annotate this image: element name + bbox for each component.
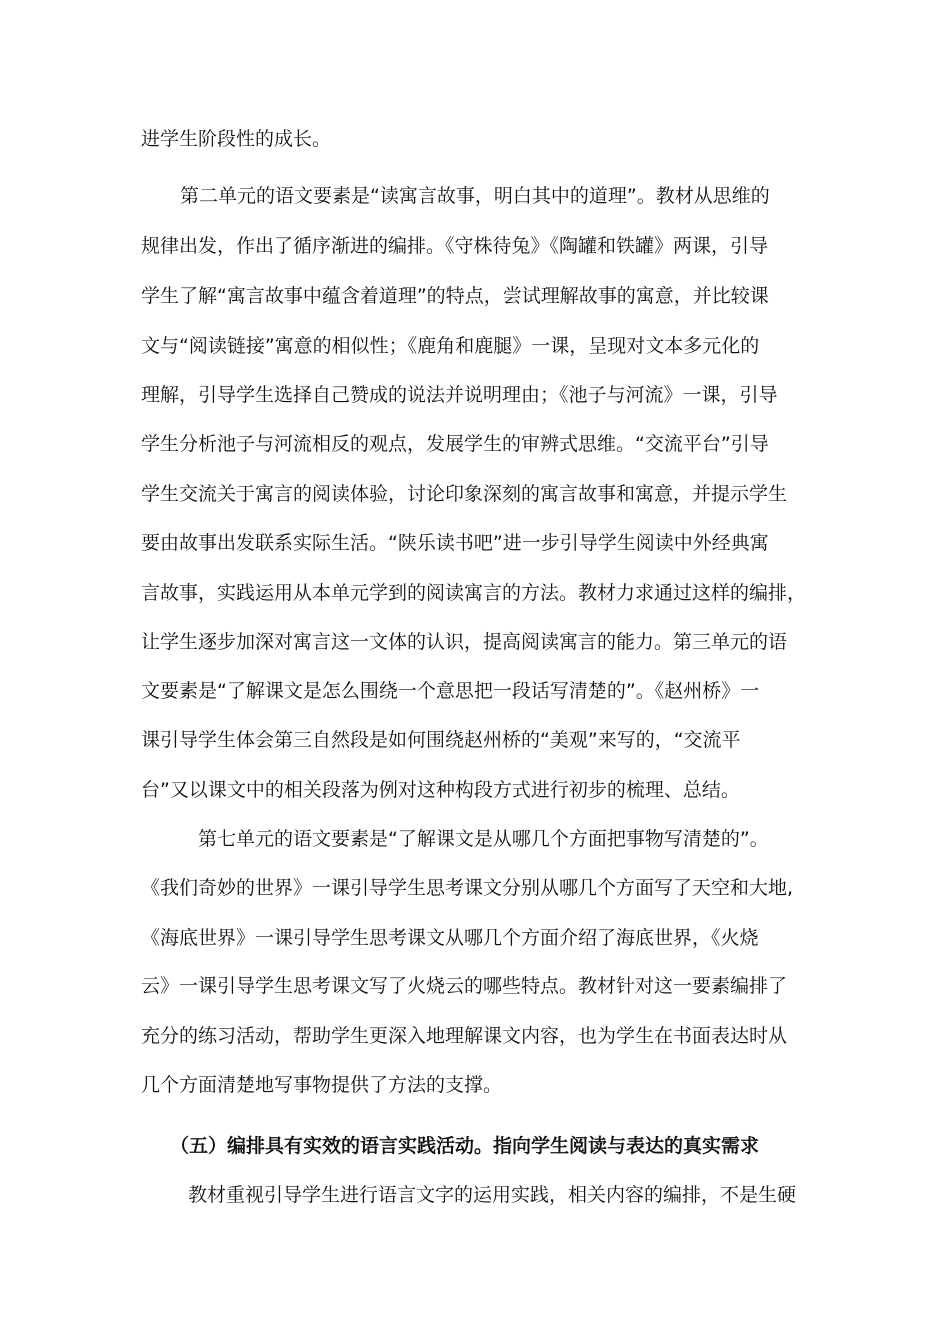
section-heading: （五）编排具有实效的语言实践活动。指向学生阅读与表达的真实需求 bbox=[170, 1135, 760, 1157]
text-line: 进学生阶段性的成长。 bbox=[141, 128, 332, 150]
text-line: 教材重视引导学生进行语言文字的运用实践，相关内容的编排，不是生硬 bbox=[188, 1184, 797, 1206]
text-line: 充分的练习活动，帮助学生更深入地理解课文内容，也为学生在书面表达时从 bbox=[141, 1025, 788, 1047]
text-line: 台”又以课文中的相关段落为例对这种构段方式进行初步的梳理、总结。 bbox=[141, 779, 740, 801]
text-line: 第二单元的语文要素是“读寓言故事，明白其中的道理”。教材从思维的 bbox=[180, 185, 770, 207]
text-line: 第七单元的语文要素是“了解课文是从哪几个方面把事物写清楚的”。 bbox=[198, 828, 769, 850]
text-line: 文与“阅读链接”寓意的相似性；《鹿角和鹿腿》一课，呈现对文本多元化的 bbox=[141, 335, 760, 357]
text-line: 几个方面清楚地写事物提供了方法的支撑。 bbox=[141, 1074, 503, 1096]
text-line: 要由故事出发联系实际生活。“陕乐读书吧”进一步引导学生阅读中外经典寓 bbox=[141, 532, 769, 554]
text-line: 言故事，实践运用从本单元学到的阅读寓言的方法。教材力求通过这样的编排， bbox=[141, 582, 807, 604]
text-line: 学生交流关于寓言的阅读体验，讨论印象深刻的寓言故事和寓意，并提示学生 bbox=[141, 483, 788, 505]
text-line: 课引导学生体会第三自然段是如何围绕赵州桥的“美观”来写的，“交流平 bbox=[141, 729, 741, 751]
text-line: 规律出发，作出了循序渐进的编排。《守株待兔》《陶罐和铁罐》两课，引导 bbox=[141, 235, 769, 257]
text-line: 学生了解“寓言故事中蕴含着道理”的特点，尝试理解故事的寓意，并比较课 bbox=[141, 285, 769, 307]
text-line: 文要素是“了解课文是怎么围绕一个意思把一段话写清楚的”。《赵州桥》一 bbox=[141, 680, 760, 702]
text-line: 《我们奇妙的世界》一课引导学生思考课文分别从哪几个方面写了天空和大地, bbox=[141, 877, 794, 899]
text-line: 理解，引导学生选择自己赞成的说法并说明理由；《池子与河流》一课，引导 bbox=[141, 384, 778, 406]
text-line: 云》一课引导学生思考课文写了火烧云的哪些特点。教材针对这一要素编排了 bbox=[141, 975, 788, 997]
text-line: 让学生逐步加深对寓言这一文体的认识，提高阅读寓言的能力。第三单元的语 bbox=[141, 631, 788, 653]
text-line: 《海底世界》一课引导学生思考课文从哪几个方面介绍了海底世界，《火烧 bbox=[141, 927, 759, 949]
text-line: 学生分析池子与河流相反的观点，发展学生的审辨式思维。“交流平台”引导 bbox=[141, 433, 769, 455]
